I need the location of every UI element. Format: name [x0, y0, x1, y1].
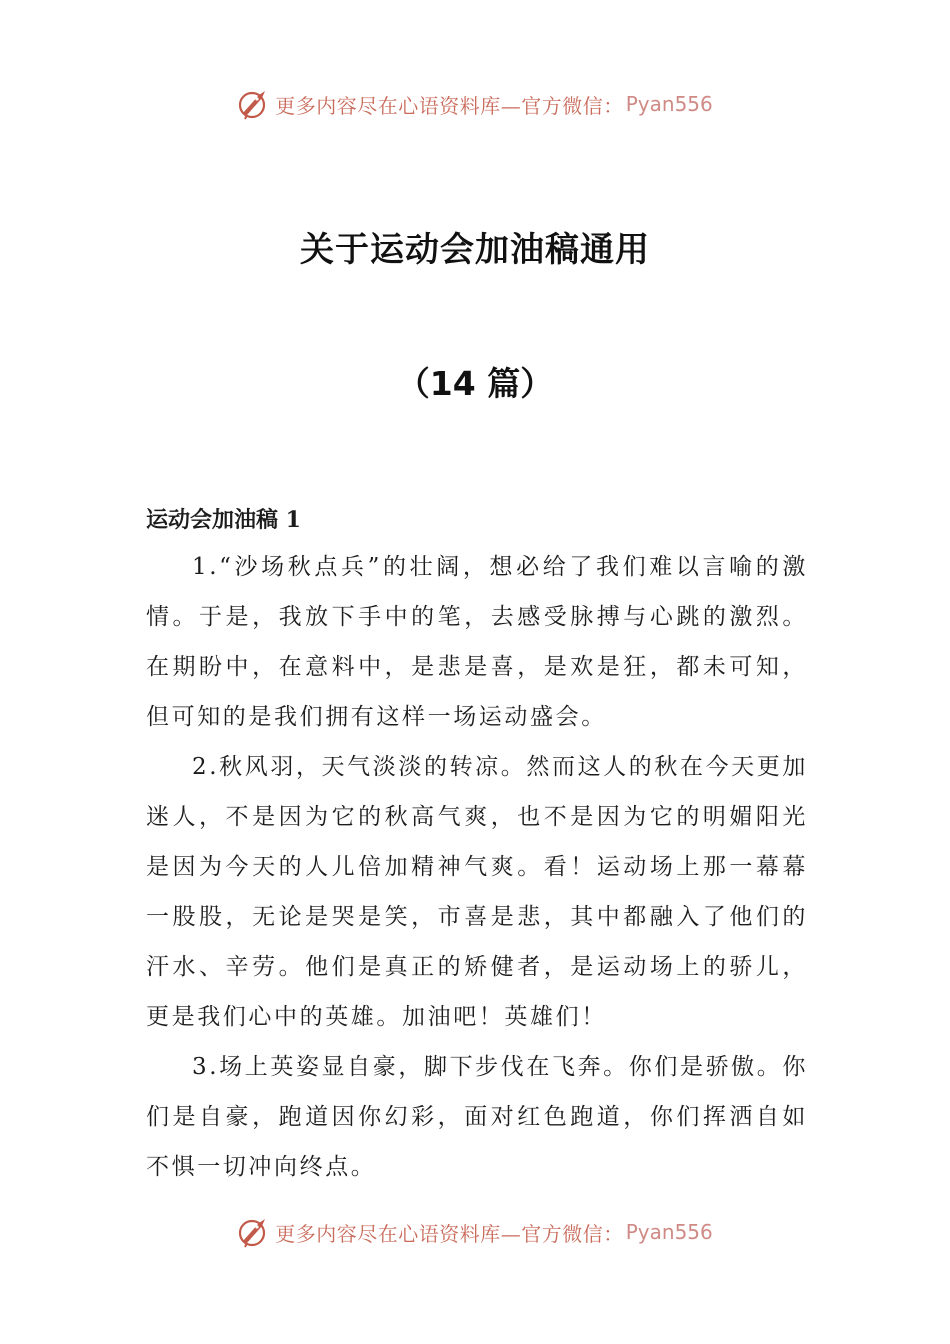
document-title: 关于运动会加油稿通用	[300, 230, 650, 270]
pen-nib-logo-icon	[237, 87, 271, 121]
document-subtitle: （14 篇）	[396, 364, 554, 403]
section-heading: 运动会加油稿 1	[146, 507, 301, 533]
paragraph-2: 2.秋风羽，天气淡淡的转凉。然而这人的秋在今天更加迷人，不是因为它的秋高气爽，也不是因为它的明媚阳光是因为今天的人儿倍加精神气爽。看！运动场上那一幕幕一股股，无论是哭是笑，市喜是悲，其中都融入了他们的汗水、辛劳。他们是真正的矫健者，是运动场上的骄儿，更是我们心中的英雄。加油吧！英雄们！	[146, 754, 808, 1030]
page-footer	[0, 1212, 950, 1252]
paragraph-1: 1.“沙场秋点兵”的壮阔，想必给了我们难以言喻的激情。于是，我放下手中的笔，去感受脉搏与心跳的激烈。在期盼中，在意料中，是悲是喜，是欢是狂，都未可知，但可知的是我们拥有这样一场运动盛会。	[146, 554, 808, 730]
header-wechat-id: Pyan556	[625, 92, 713, 116]
page-header	[0, 84, 950, 124]
header-brand-text: 更多内容尽在心语资料库—官方微信：	[275, 93, 624, 118]
paragraph-3: 3.场上英姿显自豪，脚下步伐在飞奔。你们是骄傲。你们是自豪，跑道因你幻彩，面对红色跑道，你们挥洒自如不惧一切冲向终点。	[146, 1054, 808, 1180]
footer-brand-text: 更多内容尽在心语资料库—官方微信：	[275, 1221, 624, 1246]
pen-nib-logo-icon	[237, 1215, 271, 1249]
document-body	[146, 542, 808, 1192]
footer-wechat-id: Pyan556	[625, 1220, 713, 1244]
